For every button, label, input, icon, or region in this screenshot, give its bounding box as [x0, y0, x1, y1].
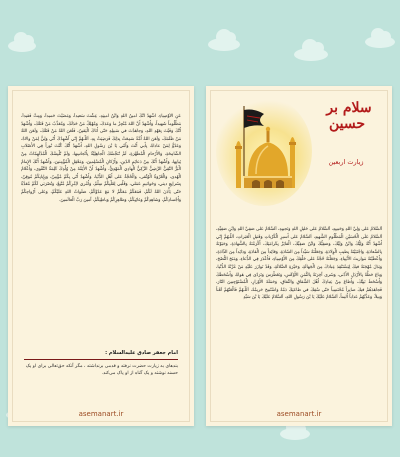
shrine-dome-icon: [216, 96, 312, 206]
cloud-decoration: [294, 48, 328, 61]
website-url[interactable]: asemanart.ir: [78, 410, 124, 418]
cloud-decoration: [365, 36, 395, 48]
website-url[interactable]: asemanart.ir: [276, 410, 322, 418]
ziyarat-continuation-text: عَنِ الأَوْصِياءِ. أَشْهَدُ أَنَّكَ أَمينُ اللهِ وَابْنُ أَمينِهِ، عِشْتَ سَعيداً، وَمَضَيْتَ حَميداً، وَمِتَّ فَقيداً، مَظْلُوماً شَهيداً، وَأَشْهَدُ أَنَّ اللهَ مُنْجِزٌ ما وَعَدَكَ، وَمُهْلِكٌ مَنْ خَذَلَكَ، وَمُعَذِّبٌ مَنْ قَتَلَكَ، وَأَشْهَدُ أَنَّكَ وَفَيْتَ بِعَهْدِ اللهِ، وَجاهَدْتَ في سَبيلِهِ حَتّى أَتاكَ الْيَقينُ، فَلَعَنَ اللهُ مَنْ قَتَلَكَ، وَلَعَنَ اللهُ مَنْ ظَلَمَكَ، وَلَعَنَ اللهُ اُمَّةً سَمِعَتْ بِذلِكَ فَرَضِيَتْ بِهِ، اَللّـهُمَّ إِنّي اُشْهِدُكَ أَنّي وَلِيٌّ لِمَنْ والاهُ، وَعَدُوٌّ لِمَنْ عاداهُ، بِأَبي أَنْتَ وَاُمّي يَا بْنَ رَسُولِ اللهِ، أَشْهَدُ أَنَّكَ كُنْتَ نُوراً فِي الأَصْلابِ الشّامِخَةِ، وَالأَرْحامِ الْمُطَهَّرَةِ، لَمْ تُنَجِّسْكَ الْجاهِلِيَّةُ بِأَنْجاسِها، وَلَمْ تُلْبِسْكَ الْمُدْلَهِمّاتُ مِنْ ثِيابِها، وَأَشْهَدُ أَنَّكَ مِنْ دَعائِمِ الدّينِ، وَأَرْكانِ الْمُسْلِمينَ، وَمَعْقِلِ الْمُؤْمِنينَ، وَأَشْهَدُ أَنَّكَ الإِمامُ الْبَرُّ التَّقِيُّ الرَّضِيُّ الزَّكِيُّ الْهادِي الْمَهْدِيُّ، وَأَشْهَدُ أَنَّ الأَئِمَّةَ مِنْ وُلْدِكَ كَلِمَةُ التَّقْوى، وَأَعْلامُ الْهُدى، وَالْعُرْوَةُ الْوُثْقى، وَالْحُجَّةُ عَلى أَهْلِ الدُّنْيا، وَأَشْهَدُ أَنّي بِكُمْ مُؤْمِنٌ، وَبِإِيابِكُمْ مُوقِنٌ، بِشَرايِعِ ديني، وَخَواتيمِ عَمَلي، وَقَلْبي لِقَلْبِكُمْ سِلْمٌ، وَأَمْري لاَِمْرِكُمْ مُتَّبِعٌ، وَنُصْرَتي لَكُمْ مُعَدَّةٌ حَتّى يَأْذَنَ اللهُ لَكُمْ، فَمَعَكُمْ مَعَكُمْ لا مَعَ عَدُوِّكُمْ، صَلَواتُ اللهِ عَلَيْكُمْ، وَعَلى أَرْواحِكُمْ وَأَجْسادِكُمْ، وَشاهِدِكُمْ وَغائِبِكُمْ، وَظاهِرِكُمْ وَباطِنِكُمْ، آمينَ رَبَّ الْعالَمينَ.: [21, 114, 181, 203]
right-page: [206, 86, 392, 426]
cloud-decoration: [208, 38, 240, 51]
cloud-decoration: [280, 428, 310, 440]
cloud-decoration: [8, 40, 36, 52]
imam-quote-title: امام جعفر صادق علیه‌السلام :: [24, 350, 178, 360]
left-page: [8, 86, 194, 426]
imam-quote-text: بندهای به زیارت حضرت نرفته و قدمی برنداشته ، مگر آنکه حق‌تعالی برای او یک حسنه نوشته و یک گناه از او پاک می‌کند.: [25, 364, 178, 376]
imam-quote-box: [24, 350, 178, 377]
shrine-illustration: [216, 96, 312, 206]
title-line-2: حسین: [328, 116, 366, 132]
calligraphy-title: [316, 100, 382, 148]
title-line-1: سلام بر: [326, 100, 372, 116]
ziyarat-text: اَلسَّلامُ عَلى وَلِيِّ اللهِ وَحَبيبِهِ، اَلسَّلامُ عَلى خَليلِ اللهِ وَنَجيبِهِ، اَلسَّلامُ عَلى صَفِيِّ اللهِ وَابْنِ صَفِيِّهِ، اَلسَّلامُ عَلَى الْحُسَيْنِ الْمَظْلُومِ الشَّهيدِ، اَلسَّلامُ عَلى أَسيرِ الْكُرُباتِ وَقَتيلِ الْعَبَراتِ، اَللّـهُمَّ إِنّي أَشْهَدُ أَنَّهُ وَلِيُّكَ وَابْنُ وَلِيِّكَ، وَصَفِيُّكَ وَابْنُ صَفِيِّكَ، الْفائِزُ بِكَرامَتِكَ، أَكْرَمْتَهُ بِالشَّهادَةِ، وَحَبَوْتَهُ بِالسَّعادَةِ، وَاجْتَبَيْتَهُ بِطيبِ الْوِلادَةِ، وَجَعَلْتَهُ سَيِّداً مِنَ السّادَةِ، وَقائِداً مِنَ الْقادَةِ، وَذائِداً مِنَ الذّادَةِ، وَأَعْطَيْتَهُ مَواريثَ الأَنْبِياءِ، وَجَعَلْتَهُ حُجَّةً عَلى خَلْقِكَ مِنَ الأَوْصِياءِ، فَأَعْذَرَ فِي الدُّعاءِ، وَمَنَحَ النُّصْحَ، وَبَذَلَ مُهْجَتَهُ فيكَ لِيَسْتَنْقِذَ عِبادَكَ مِنَ الْجَهالَةِ، وَحَيْرَةِ الضَّلالَةِ، وَقَدْ تَوازَرَ عَلَيْهِ مَنْ غَرَّتْهُ الدُّنْيا، وَباعَ حَظَّهُ بِالأَرْذَلِ الأَدْنى، وَشَرى آخِرَتَهُ بِالثَّمَنِ الأَوْكَسِ، وَتَغَطْرَسَ وَتَرَدّى فِي هَواهُ، وَأَسْخَطَكَ وَأَسْخَطَ نَبِيَّكَ، وَأَطاعَ مِنْ عِبادِكَ أَهْلَ الشِّقاقِ وَالنِّفاقِ، وَحَمَلَةَ الأَوْزارِ، الْمُسْتَوْجِبينَ النّارَ، فَجاهَدَهُمْ فيكَ صابِراً مُحْتَسِباً حَتّى سُفِكَ في طاعَتِكَ دَمُهُ وَاسْتُبيحَ حَريمُهُ، اَللّـهُمَّ فَالْعَنْهُمْ لَعْناً وَبيلاً، وَعَذِّبْهُمْ عَذاباً أَليماً، اَلسَّلامُ عَلَيْكَ يَا بْنَ رَسُولِ اللهِ، اَلسَّلامُ عَلَيْكَ يَا بْنَ سَيِّدِ: [216, 227, 382, 301]
subtitle: زیارت اربعین: [328, 158, 364, 166]
